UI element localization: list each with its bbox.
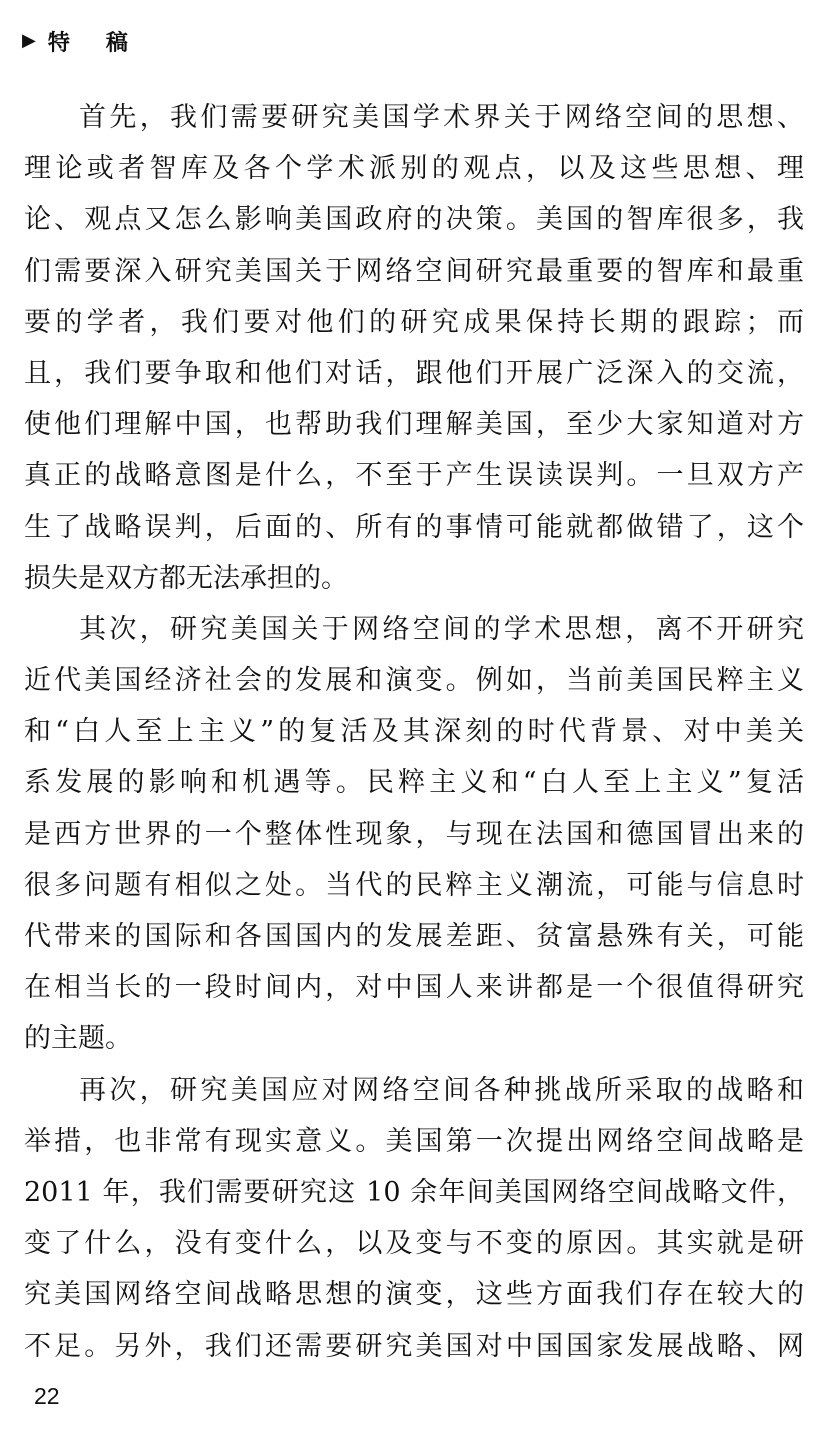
text-line: 很多问题有相似之处。当代的民粹主义潮流，可能与信息时: [24, 869, 804, 901]
text-line: 再次，研究美国应对网络空间各种挑战所采取的战略和: [79, 1074, 804, 1106]
triangle-marker-icon: ▶: [22, 30, 36, 51]
text-line: 生了战略误判，后面的、所有的事情可能就都做错了，这个: [24, 511, 804, 543]
text-line: 是西方世界的一个整体性现象，与现在法国和德国冒出来的: [24, 818, 804, 850]
text-line: 论、观点又怎么影响美国政府的决策。美国的智库很多，我: [24, 204, 804, 236]
text-line: 使他们理解中国，也帮助我们理解美国，至少大家知道对方: [24, 409, 804, 441]
text-line: 代带来的国际和各国国内的发展差距、贫富悬殊有关，可能: [24, 921, 804, 952]
text-line: 变了什么，没有变什么，以及变与不变的原因。其实就是研: [24, 1228, 804, 1260]
text-line: 近代美国经济社会的发展和演变。例如，当前美国民粹主义: [24, 665, 804, 697]
text-line: 首先，我们需要研究美国学术界关于网络空间的思想、: [79, 102, 804, 133]
text-line: 和“白人至上主义”的复活及其深刻的时代背景、对中美关: [24, 716, 804, 748]
text-line: 真正的战略意图是什么，不至于产生误读误判。一旦双方产: [24, 460, 804, 492]
text-line: 且，我们要争取和他们对话，跟他们开展广泛深入的交流，: [24, 357, 804, 389]
text-line: 们需要深入研究美国关于网络空间研究最重要的智库和最重: [24, 255, 804, 287]
section-header: [22, 26, 164, 56]
text-line: 在相当长的一段时间内，对中国人来讲都是一个很值得研究: [24, 972, 804, 1004]
section-label: 特稿: [47, 30, 164, 56]
text-line: 2011 年，我们需要研究这 10 余年间美国网络空间战略文件，: [24, 1176, 804, 1208]
text-line: 系发展的影响和机遇等。民粹主义和“白人至上主义”复活: [24, 767, 804, 799]
text-line: 不足。另外，我们还需要研究美国对中国国家发展战略、网: [24, 1330, 804, 1362]
text-line: 理论或者智库及各个学术派别的观点，以及这些思想、理: [24, 153, 804, 185]
text-line: 举措，也非常有现实意义。美国第一次提出网络空间战略是: [24, 1125, 804, 1157]
article-body: [24, 92, 804, 1372]
text-line: 其次，研究美国关于网络空间的学术思想，离不开研究: [79, 613, 804, 645]
text-line: 要的学者，我们要对他们的研究成果保持长期的跟踪；而: [24, 306, 804, 338]
text-line: 的主题。: [24, 1023, 132, 1055]
page-number: 22: [34, 1383, 60, 1409]
text-line: 损失是双方都无法承担的。: [24, 562, 348, 594]
text-line: 究美国网络空间战略思想的演变，这些方面我们存在较大的: [24, 1279, 804, 1311]
